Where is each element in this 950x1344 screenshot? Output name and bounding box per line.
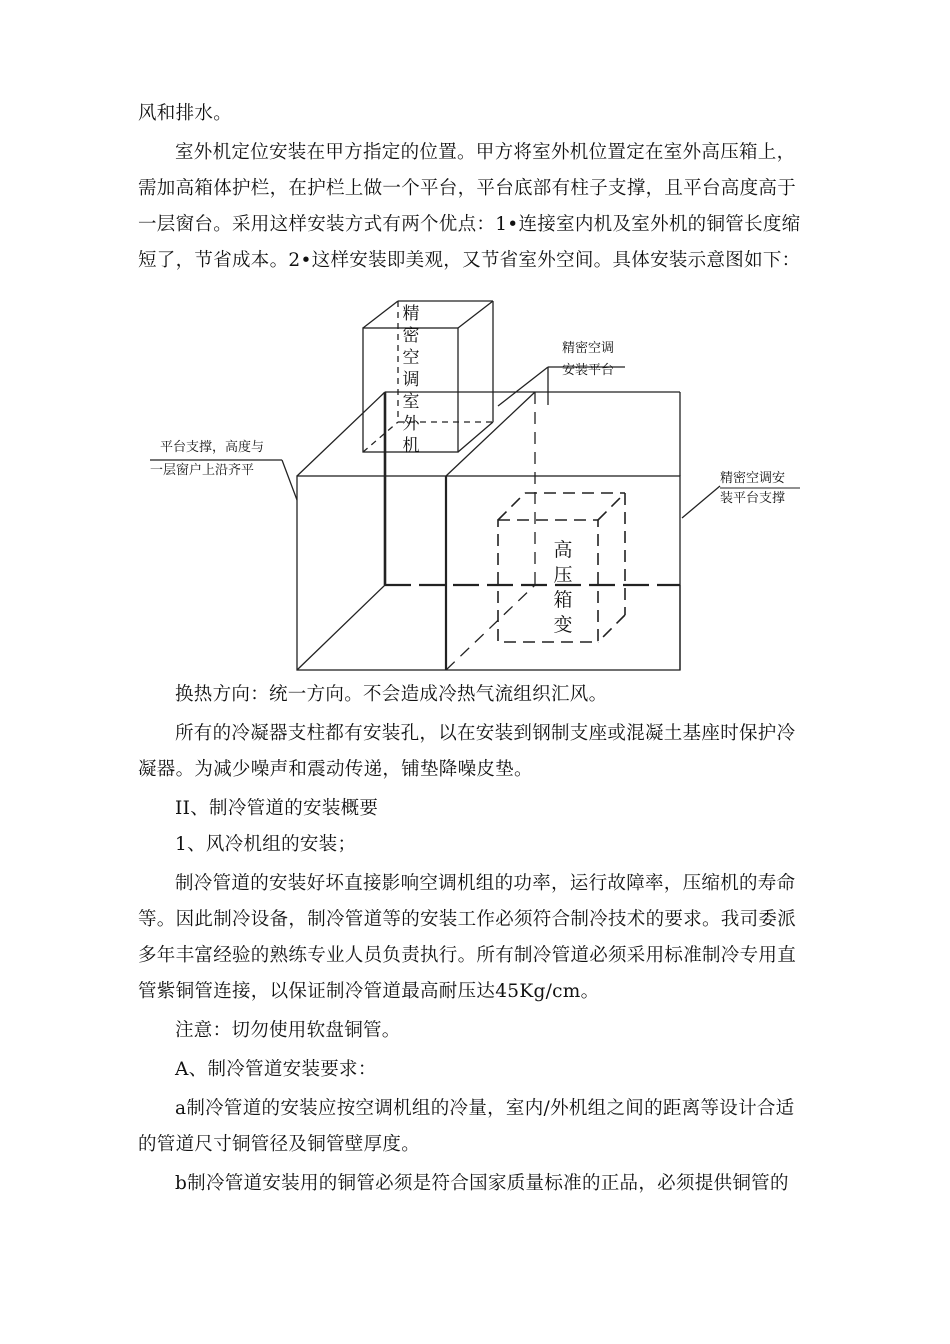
paragraph-line: 制冷管道的安装好坏直接影响空调机组的功率，运行故障率，压缩机的寿命 [175,873,796,894]
ac-unit-char: 外 [402,414,420,434]
paragraph-line: 室外机定位安装在甲方指定的位置。甲方将室外机位置定在室外高压箱上， [175,142,796,163]
ac-unit-char: 室 [402,392,420,412]
hv-box-char: 高 [553,539,573,561]
platform-support-label: 装平台支撑 [720,491,786,506]
ac-unit-char: 密 [402,326,420,346]
leader-line [682,486,720,518]
paragraph-line: 所有的冷凝器支柱都有安装孔，以在安装到钢制支座或混凝土基座时保护冷 [175,723,796,744]
paragraph-line: 凝器。为减少噪声和震动传递，铺垫降噪皮垫。 [138,759,533,780]
platform-divider [446,392,535,476]
paragraph-line: 一层窗台。采用这样安装方式有两个优点：1•连接室内机及室外机的铜管长度缩 [138,214,801,235]
paragraph-line: 多年丰富经验的熟练专业人员负责执行。所有制冷管道必须采用标准制冷专用直 [138,945,797,966]
platform-support-label: 精密空调安 [720,471,786,486]
paragraph-line: b制冷管道安装用的铜管必须是符合国家质量标准的正品，必须提供铜管的 [175,1173,789,1194]
ac-unit-hidden [363,422,398,452]
ac-unit-char: 机 [402,436,420,456]
platform-edge [297,585,385,670]
section-heading: II、制冷管道的安装概要 [175,798,379,819]
subsection-heading: 1、风冷机组的安装； [175,834,357,855]
hv-box-char: 箱 [553,589,573,611]
paragraph-line: 等。因此制冷设备，制冷管道等的安装工作必须符合制冷技术的要求。我司委派 [138,909,797,930]
platform-label: 安装平台 [562,363,615,378]
leader-line [498,367,548,406]
support-label: 平台支撑，高度与 [160,440,265,455]
note-line: 注意：切勿使用软盘铜管。 [175,1020,401,1041]
ac-unit-char: 精 [402,304,420,324]
hv-box-char: 压 [553,564,573,586]
platform-divider-hidden [446,585,535,670]
paragraph-line: 需加高箱体护栏，在护栏上做一个平台，平台底部有柱子支撑，且平台高度高于 [138,178,797,199]
ac-unit-edge [363,301,398,328]
subsection-heading: A、制冷管道安装要求： [175,1059,377,1080]
paragraph-line: 短了，节省成本。2•这样安装即美观，又节省室外空间。具体安装示意图如下： [138,250,801,271]
paragraph-line: a制冷管道的安装应按空调机组的冷量，室内/外机组之间的距离等设计合适 [175,1098,795,1119]
platform-label: 精密空调 [562,341,615,356]
ac-unit-edge [458,301,493,328]
paragraph-line: 的管道尺寸铜管径及铜管壁厚度。 [138,1134,421,1155]
ac-unit-char: 空 [402,348,420,368]
platform-edge [297,392,385,476]
ac-unit-char: 调 [402,370,420,390]
support-label: 一层窗户上沿齐平 [150,463,255,478]
hv-box-char: 变 [553,614,573,636]
leader-line [282,460,297,500]
paragraph-line: 换热方向：统一方向。不会造成冷热气流组织汇风。 [175,684,608,705]
paragraph-line: 风和排水。 [138,103,233,124]
platform-front-face [297,476,680,670]
paragraph-line: 管紫铜管连接，以保证制冷管道最高耐压达45Kg/cm。 [138,981,600,1002]
